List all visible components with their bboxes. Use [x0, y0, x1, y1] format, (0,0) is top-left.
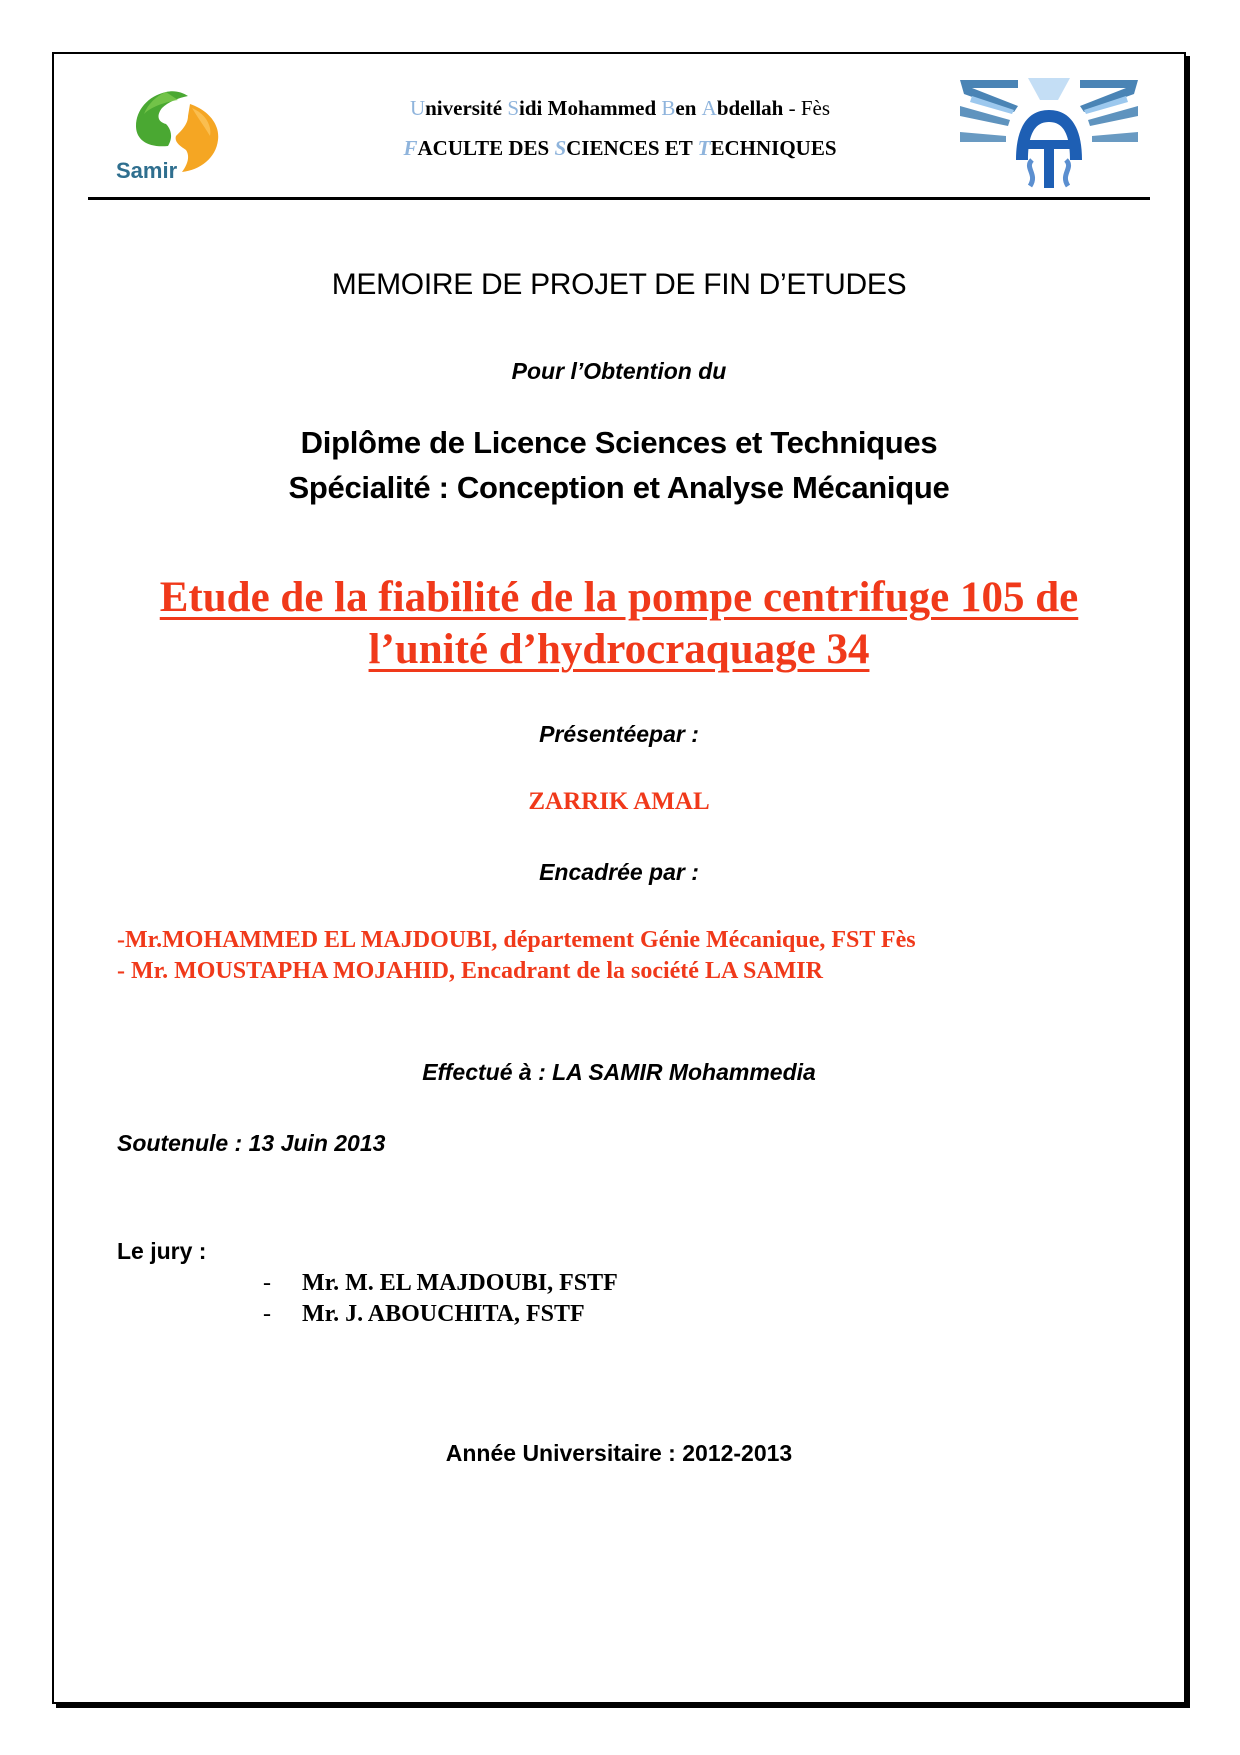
speciality-line: Spécialité : Conception et Analyse Mécanique [288, 470, 950, 505]
document-type-title: MEMOIRE DE PROJET DE FIN D’ETUDES [331, 268, 907, 301]
jury-bullet: - [263, 1301, 271, 1327]
initial-a: A [701, 96, 717, 120]
defense-date: Soutenule : 13 Juin 2013 [117, 1130, 386, 1156]
thesis-title-line-1: Etude de la fiabilité de la pompe centrifuge 105 de [159, 574, 1079, 621]
initial-t: T [697, 136, 711, 160]
jury-member-2: Mr. J. ABOUCHITA, FSTF [302, 1301, 585, 1327]
word-faculte: ACULTE DES [417, 136, 555, 160]
initial-f: F [403, 136, 418, 160]
supervised-by-label: Encadrée par : [539, 859, 699, 885]
initial-b: B [661, 96, 676, 120]
author-name: ZARRIK AMAL [528, 788, 710, 815]
word-ben: en [675, 96, 702, 120]
word-universite: niversité [425, 96, 508, 120]
faculty-name [300, 136, 940, 161]
initial-u: U [409, 96, 426, 120]
supervisor-2: - Mr. MOUSTAPHA MOJAHID, Encadrant de la société LA SAMIR [117, 958, 823, 984]
jury-bullet: - [263, 1270, 271, 1296]
jury-member-1: Mr. M. EL MAJDOUBI, FSTF [302, 1270, 618, 1296]
thesis-title [52, 572, 1186, 676]
presented-by-label: Présentéepar : [539, 721, 699, 747]
obtention-label: Pour l’Obtention du [511, 358, 727, 384]
initial-s2: S [554, 136, 567, 160]
word-abdellah: bdellah [716, 96, 784, 120]
word-sciences: CIENCES ET [566, 136, 698, 160]
internship-location: Effectué à : LA SAMIR Mohammedia [422, 1059, 816, 1085]
fst-emblem-icon [958, 76, 1140, 194]
svg-text:Samir: Samir [116, 158, 178, 183]
thesis-title-line-2: l’unité d’hydrocraquage 34 [368, 626, 870, 673]
jury-label: Le jury : [117, 1238, 207, 1264]
academic-year: Année Universitaire : 2012-2013 [445, 1440, 793, 1466]
initial-s: S [507, 96, 520, 120]
samir-logo-icon [108, 78, 248, 188]
diploma-line: Diplôme de Licence Sciences et Techniques [300, 425, 938, 460]
supervisor-1: -Mr.MOHAMMED EL MAJDOUBI, département Génie Mécanique, FST Fès [117, 927, 916, 953]
word-techniques: ECHNIQUES [710, 136, 837, 160]
header-divider [88, 197, 1150, 200]
word-sidi: idi Mohammed [519, 96, 662, 120]
city-suffix: - Fès [783, 96, 831, 120]
university-name [300, 96, 940, 121]
